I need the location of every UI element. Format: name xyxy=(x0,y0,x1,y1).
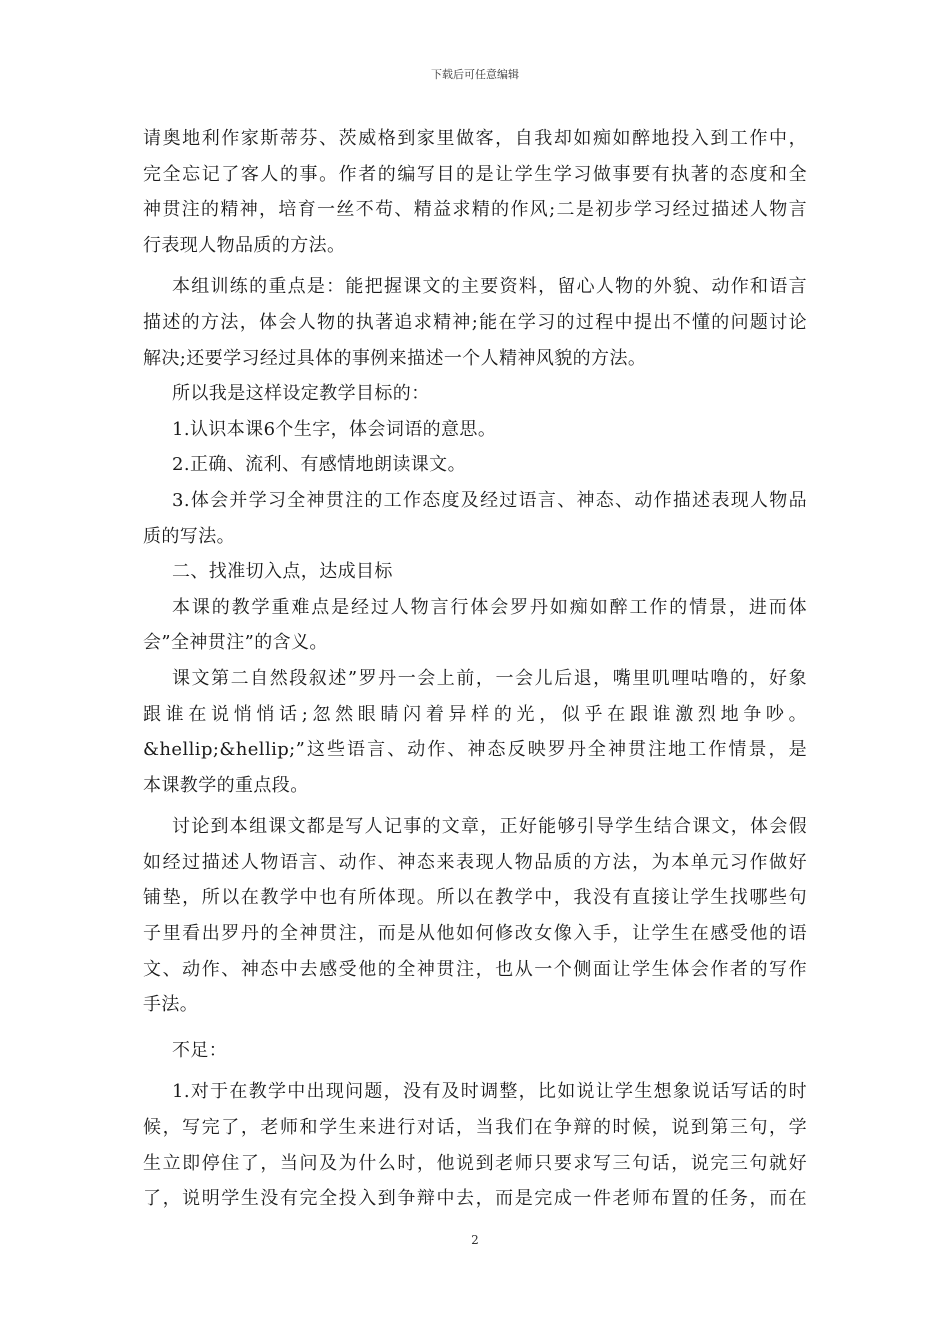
paragraph-line: 本课教学的重点段。 xyxy=(143,774,309,796)
paragraph-line: 完全忘记了客人的事。作者的编写目的是让学生学习做事要有执著的态度和全 xyxy=(143,163,807,185)
paragraph-line: 解决;还要学习经过具体的事例来描述一个人精神风貌的方法。 xyxy=(143,347,647,369)
page-number: 2 xyxy=(471,1233,479,1247)
paragraph-line: 行表现人物品质的方法。 xyxy=(143,234,346,256)
paragraph-line: 3.体会并学习全神贯注的工作态度及经过语言、神态、动作描述表现人物品 xyxy=(172,489,807,511)
paragraph-line: 生立即停住了，当问及为什么时，他说到老师只要求写三句话，说完三句就好 xyxy=(143,1152,807,1174)
paragraph-line: 手法。 xyxy=(143,994,199,1016)
paragraph-line: 了，说明学生没有完全投入到争辩中去，而是完成一件老师布置的任务，而在 xyxy=(143,1188,807,1210)
paragraph-line: 如经过描述人物语言、动作、神态来表现人物品质的方法，为本单元习作做好 xyxy=(143,851,807,873)
paragraph-line: 描述的方法，体会人物的执著追求精神;能在学习的过程中提出不懂的问题讨论 xyxy=(143,311,807,333)
paragraph-line: 讨论到本组课文都是写人记事的文章，正好能够引导学生结合课文，体会假 xyxy=(172,816,807,838)
paragraph-line: 课文第二自然段叙述”罗丹一会上前，一会儿后退，嘴里叽哩咕噜的，好象 xyxy=(172,667,807,689)
paragraph-line: 请奥地利作家斯蒂芬、茨威格到家里做客，自我却如痴如醉地投入到工作中， xyxy=(143,128,807,149)
paragraph-line: 质的写法。 xyxy=(143,525,235,547)
document-body xyxy=(143,121,807,1217)
paragraph-line: 子里看出罗丹的全神贯注，而是从他如何修改女像入手，让学生在感受他的语 xyxy=(143,923,807,945)
paragraph-line: 铺垫，所以在教学中也有所体现。所以在教学中，我没有直接让学生找哪些句 xyxy=(143,887,807,909)
section-heading: 二、找准切入点，达成目标 xyxy=(172,561,393,583)
page-header: 下载后可任意编辑 xyxy=(431,68,519,81)
paragraph-line: 1.对于在教学中出现问题，没有及时调整，比如说让学生想象说话写话的时 xyxy=(172,1081,807,1103)
paragraph-line: 1.认识本课6个生字，体会词语的意思。 xyxy=(172,418,497,440)
paragraph-line: 候，写完了，老师和学生来进行对话，当我们在争辩的时候，说到第三句，学 xyxy=(143,1117,807,1139)
paragraph-line: 神贯注的精神，培育一丝不苟、精益求精的作风;二是初步学习经过描述人物言 xyxy=(143,199,807,221)
paragraph-line: 本组训练的重点是：能把握课文的主要资料，留心人物的外貌、动作和语言 xyxy=(172,276,807,298)
paragraph-line: &hellip;&hellip;”这些语言、动作、神态反映罗丹全神贯注地工作情景，是 xyxy=(143,739,807,761)
paragraph-line: 文、动作、神态中去感受他的全神贯注，也从一个侧面让学生体会作者的写作 xyxy=(143,958,807,980)
paragraph-line: 跟谁在说悄悄话;忽然眼睛闪着异样的光，似乎在跟谁激烈地争吵。 xyxy=(143,703,807,725)
paragraph-line: 所以我是这样设定教学目标的： xyxy=(172,383,430,405)
paragraph-line: 2.正确、流利、有感情地朗读课文。 xyxy=(172,454,466,476)
paragraph-line: 本课的教学重难点是经过人物言行体会罗丹如痴如醉工作的情景，进而体 xyxy=(172,596,807,618)
paragraph-line: 会”全神贯注”的含义。 xyxy=(143,632,328,654)
section-heading: 不足： xyxy=(172,1039,228,1061)
